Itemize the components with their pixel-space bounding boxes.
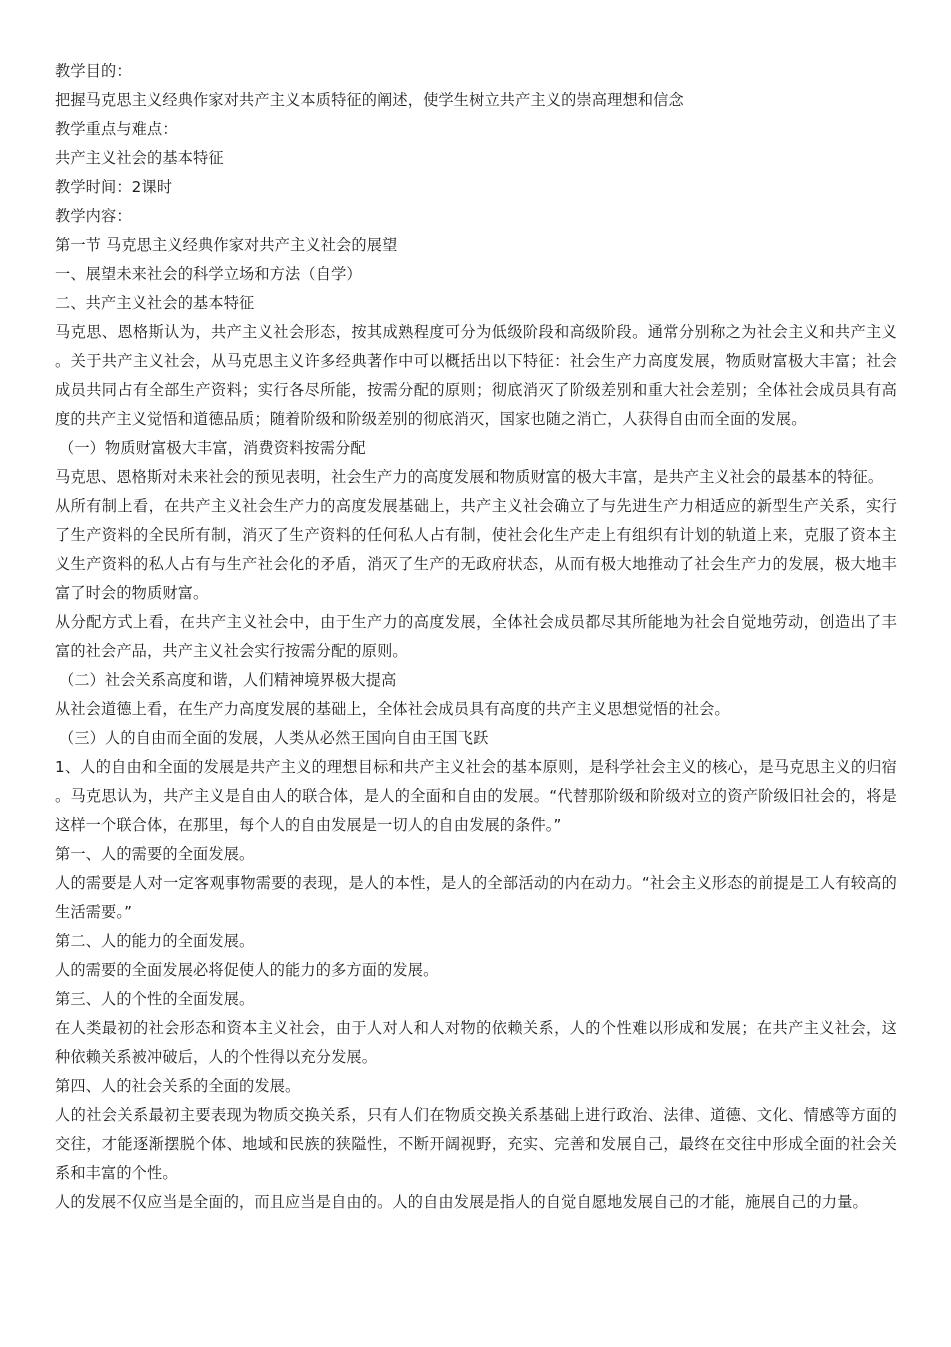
subheading-one: 一、展望未来社会的科学立场和方法（自学） (55, 265, 362, 283)
paragraph-basic-feature: 马克思、恩格斯对未来社会的预见表明，社会生产力的高度发展和物质财富的极大丰富，是共产主义社会的最基本的特征。 (55, 468, 884, 486)
item-first-text: 人的需要是人对一定客观事物需要的表现，是人的本性，是人的全部活动的内在动力。“社会主义形态的前提是工人有较高的生活需要。” (55, 874, 897, 921)
label-key-points: 教学重点与难点： (55, 120, 178, 138)
paragraph-conclusion: 人的发展不仅应当是全面的，而且应当是自由的。人的自由发展是指人的自觉自愿地发展自己的才能，施展自己的力量。 (55, 1193, 868, 1211)
item-third-heading: 第三、人的个性的全面发展。 (55, 990, 255, 1008)
paragraph-features-overview: 马克思、恩格斯认为，共产主义社会形态，按其成熟程度可分为低级阶段和高级阶段。通常分别称之为社会主义和共产主义。关于共产主义社会，从马克思主义许多经典著作中可以概括出以下特征：社会生产力高度发展，物质财富极大丰富；社会成员共同占有全部生产资料；实行各尽所能，按需分配的原则；彻底消灭了阶级差别和重大社会差别；全体社会成员具有高度的共产主义觉悟和道德品质；随着阶级和阶级差别的彻底消灭，国家也随之消亡，人获得自由而全面的发展。 (55, 323, 897, 428)
item-fourth-text: 人的社会关系最初主要表现为物质交换关系，只有人们在物质交换关系基础上进行政治、法律、道德、文化、情感等方面的交往，才能逐渐摆脱个体、地域和民族的狭隘性，不断开阔视野，充实、完善和发展自己，最终在交往中形成全面的社会关系和丰富的个性。 (55, 1106, 897, 1182)
item-third-text: 在人类最初的社会形态和资本主义社会，由于人对人和人对物的依赖关系，人的个性难以形成和发展；在共产主义社会，这种依赖关系被冲破后，人的个性得以充分发展。 (55, 1019, 897, 1066)
section-heading: 第一节 马克思主义经典作家对共产主义社会的展望 (55, 236, 398, 254)
key-points-text: 共产主义社会的基本特征 (55, 149, 224, 167)
teaching-time: 教学时间：2课时 (55, 178, 173, 196)
item-fourth-heading: 第四、人的社会关系的全面的发展。 (55, 1077, 301, 1095)
sub-point-3-heading: （三）人的自由而全面的发展，人类从必然王国向自由王国飞跃 (59, 729, 489, 747)
subheading-two: 二、共产主义社会的基本特征 (55, 294, 255, 312)
sub-point-2-heading: （二）社会关系高度和谐，人们精神境界极大提高 (59, 671, 397, 689)
label-teaching-purpose: 教学目的： (55, 62, 132, 80)
label-teaching-content: 教学内容： (55, 207, 132, 225)
paragraph-ownership: 从所有制上看，在共产主义社会生产力的高度发展基础上，共产主义社会确立了与先进生产力相适应的新型生产关系，实行了生产资料的全民所有制，消灭了生产资料的任何私人占有制，使社会化生产走上有组织有计划的轨道上来，克服了资本主义生产资料的私人占有与生产社会化的矛盾，消灭了生产的无政府状态，从而有极大地推动了社会生产力的发展，极大地丰富了时会的物质财富。 (55, 497, 897, 602)
document-body (55, 57, 897, 1217)
teaching-purpose-text: 把握马克思主义经典作家对共产主义本质特征的阐述，使学生树立共产主义的崇高理想和信念 (55, 91, 684, 109)
paragraph-morality: 从社会道德上看，在生产力高度发展的基础上，全体社会成员具有高度的共产主义思想觉悟的社会。 (55, 700, 730, 718)
sub-point-1-heading: （一）物质财富极大丰富，消费资料按需分配 (59, 439, 366, 457)
item-first-heading: 第一、人的需要的全面发展。 (55, 845, 255, 863)
item-second-heading: 第二、人的能力的全面发展。 (55, 932, 255, 950)
paragraph-distribution: 从分配方式上看，在共产主义社会中，由于生产力的高度发展，全体社会成员都尽其所能地为社会自觉地劳动，创造出了丰富的社会产品，共产主义社会实行按需分配的原则。 (55, 613, 897, 660)
item-second-text: 人的需要的全面发展必将促使人的能力的多方面的发展。 (55, 961, 439, 979)
paragraph-free-development: 1、人的自由和全面的发展是共产主义的理想目标和共产主义社会的基本原则，是科学社会主义的核心，是马克思主义的归宿。马克思认为，共产主义是自由人的联合体，是人的全面和自由的发展。“代替那阶级和阶级对立的资产阶级旧社会的，将是这样一个联合体，在那里，每个人的自由发展是一切人的自由发展的条件。” (55, 758, 897, 834)
